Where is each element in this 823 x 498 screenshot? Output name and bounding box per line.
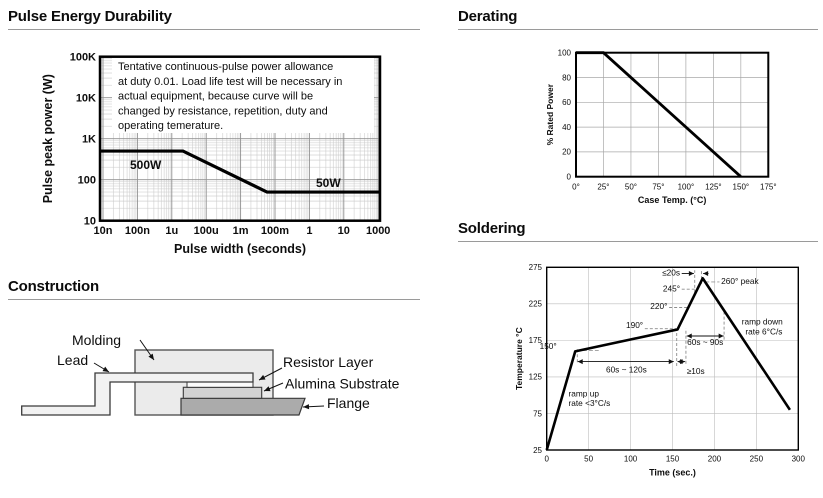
arrowhead xyxy=(703,271,708,276)
resistor-layer-label: Resistor Layer xyxy=(283,354,374,370)
note-line: operating temerature. xyxy=(118,120,224,133)
derating-chart xyxy=(430,0,823,215)
note-line: actual equipment, because curve will be xyxy=(118,90,314,103)
construction-diagram xyxy=(0,270,430,498)
x-tick-label: 150° xyxy=(732,182,750,192)
x-tick-label: 300 xyxy=(791,454,805,464)
y-tick-label: 40 xyxy=(562,122,571,132)
y-tick-label: 275 xyxy=(528,263,542,273)
x-tick-label: 100n xyxy=(124,225,150,237)
profile-annotation: ramp down xyxy=(741,316,783,327)
y-axis-title: % Rated Power xyxy=(545,83,555,146)
x-tick-label: 250 xyxy=(749,454,764,464)
y-tick-label: 10K xyxy=(75,92,96,105)
y-tick-label: 60 xyxy=(562,98,571,108)
x-tick-label: 0° xyxy=(572,182,580,192)
resistor-layer-shape xyxy=(187,382,253,387)
x-tick-label: 50° xyxy=(624,182,637,192)
flange-shape xyxy=(181,398,305,415)
alumina-substrate-shape xyxy=(183,387,261,398)
profile-annotation: ≤20s xyxy=(662,267,681,278)
y-tick-label: 175 xyxy=(528,336,542,346)
profile-annotation: 190° xyxy=(625,319,644,330)
x-axis-title: Case Temp. (°C) xyxy=(637,195,707,205)
y-axis-title: Pulse peak power (W) xyxy=(41,74,55,204)
arrowhead xyxy=(689,271,694,276)
arrowhead xyxy=(578,359,583,364)
profile-annotation: 150° xyxy=(539,341,557,352)
y-tick-label: 100 xyxy=(557,48,571,58)
y-tick-label: 125 xyxy=(528,372,542,382)
flange-label: Flange xyxy=(327,395,370,411)
x-tick-label: 0 xyxy=(544,454,549,464)
profile-annotation: ramp up xyxy=(568,388,599,399)
section-construction xyxy=(0,270,430,498)
curve-label: 500W xyxy=(130,158,162,172)
profile-annotation: ≥10s xyxy=(686,365,705,376)
x-tick-label: 10 xyxy=(337,225,350,237)
arrowhead xyxy=(103,367,109,372)
x-axis-title: Pulse width (seconds) xyxy=(174,242,306,256)
soldering-profile-chart xyxy=(430,215,823,498)
molding-label: Molding xyxy=(72,332,122,348)
y-tick-label: 225 xyxy=(528,299,542,309)
note-line: changed by resistance, repetition, duty and xyxy=(118,105,328,118)
x-axis-title: Time (sec.) xyxy=(649,467,696,478)
y-tick-label: 100 xyxy=(77,174,96,187)
x-tick-label: 25° xyxy=(597,182,610,192)
profile-annotation: 245° xyxy=(662,283,681,294)
section-pulse-energy-durability xyxy=(0,0,430,270)
profile-annotation: rate 6°C/s xyxy=(745,326,783,337)
x-tick-label: 100m xyxy=(260,225,290,237)
y-tick-label: 1K xyxy=(81,133,96,146)
x-tick-label: 100° xyxy=(677,182,695,192)
pulse-energy-chart xyxy=(0,0,430,270)
y-tick-label: 100K xyxy=(69,51,96,64)
y-tick-label: 20 xyxy=(562,147,571,157)
x-tick-label: 175° xyxy=(760,182,777,192)
x-tick-label: 100 xyxy=(623,454,638,464)
section-derating xyxy=(430,0,823,215)
arrowhead xyxy=(303,404,309,409)
x-tick-label: 125° xyxy=(705,182,722,192)
profile-annotation: 220° xyxy=(650,300,668,311)
x-tick-label: 1u xyxy=(165,225,179,237)
y-tick-label: 25 xyxy=(533,445,542,455)
soldering-section-title: Soldering xyxy=(458,220,526,237)
construction-section-title: Construction xyxy=(8,278,99,295)
x-tick-label: 50 xyxy=(584,454,594,464)
note-line: at duty 0.01. Load life test will be necessary in xyxy=(118,75,343,88)
x-tick-label: 1m xyxy=(232,225,249,237)
x-tick-label: 100u xyxy=(193,225,219,237)
profile-annotation: 260° peak xyxy=(721,276,759,287)
arrowhead xyxy=(669,359,674,364)
section-soldering xyxy=(430,215,823,498)
pulse-section-title: Pulse Energy Durability xyxy=(8,8,172,25)
x-tick-label: 1 xyxy=(306,225,313,237)
profile-annotation: rate <3°C/s xyxy=(568,398,611,409)
y-tick-label: 80 xyxy=(562,73,571,83)
curve-label: 50W xyxy=(316,176,341,190)
y-tick-label: 0 xyxy=(566,172,571,182)
profile-annotation: 60s ~ 90s xyxy=(687,336,724,347)
arrowhead xyxy=(678,359,683,364)
x-tick-label: 200 xyxy=(707,454,722,464)
derating-section-title: Derating xyxy=(458,8,518,25)
x-tick-label: 150 xyxy=(665,454,680,464)
profile-annotation: 60s ~ 120s xyxy=(605,364,647,375)
y-tick-label: 75 xyxy=(533,409,542,419)
x-tick-label: 10n xyxy=(93,225,113,237)
y-axis-title: Temperature °C xyxy=(514,327,524,391)
x-tick-label: 75° xyxy=(652,182,665,192)
x-tick-label: 1000 xyxy=(365,225,391,237)
note-line: Tentative continuous-pulse power allowance xyxy=(118,61,334,73)
y-tick-label: 10 xyxy=(83,215,96,228)
lead-label: Lead xyxy=(57,352,89,368)
alumina-substrate-label: Alumina Substrate xyxy=(285,375,400,392)
